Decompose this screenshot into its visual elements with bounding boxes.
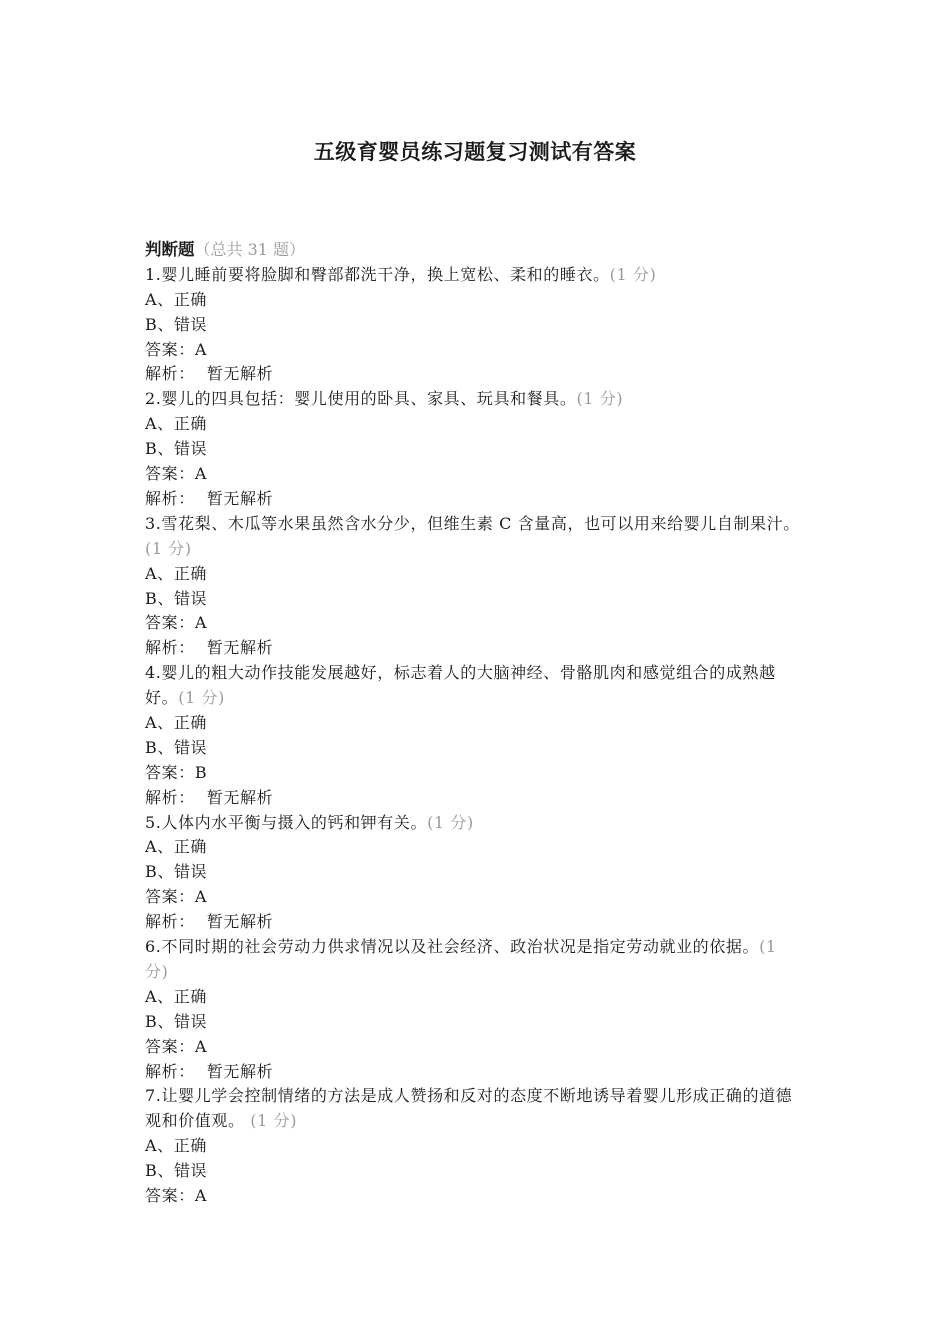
answer-line [145, 761, 805, 786]
section-question-count: （总共 31 题） [194, 240, 306, 259]
option-a: A、正确 [145, 1136, 207, 1156]
answer-value: A [194, 613, 207, 633]
answer-label: 答案： [145, 464, 195, 484]
question-stem [145, 811, 805, 836]
answer-value: A [194, 1186, 207, 1206]
option-b: B、错误 [145, 737, 208, 757]
section-title: 判断题 [145, 240, 195, 259]
question-stem [145, 1084, 805, 1134]
analysis-value: 暂无解析 [206, 488, 274, 508]
option-a: A、正确 [145, 563, 207, 583]
answer-value: A [194, 339, 207, 359]
question-item [145, 263, 805, 387]
analysis-line [145, 487, 805, 512]
question-text: 6.不同时期的社会劳动力供求情况以及社会经济、政治状况是指定劳动就业的依据。 [145, 937, 760, 957]
option-a: A、正确 [145, 414, 207, 434]
question-score: (1 分) [145, 937, 777, 981]
answer-line [145, 462, 805, 487]
analysis-value: 暂无解析 [206, 1061, 274, 1081]
answer-line [145, 1035, 805, 1060]
question-item [145, 811, 805, 935]
section-header [145, 238, 805, 263]
analysis-label: 解析： [145, 912, 195, 932]
option-a: A、正确 [145, 289, 207, 309]
option-a: A、正确 [145, 986, 207, 1006]
analysis-value: 暂无解析 [206, 912, 274, 932]
question-text: 3.雪花梨、木瓜等水果虽然含水分少，但维生素 C 含量高，也可以用来给婴儿自制果汁。 [145, 513, 800, 533]
answer-label: 答案： [145, 887, 195, 907]
answer-value: A [194, 1036, 207, 1056]
answer-value: A [194, 887, 207, 907]
question-text: 2.婴儿的四具包括：婴儿使用的卧具、家具、玩具和餐具。 [145, 389, 577, 409]
analysis-line [145, 910, 805, 935]
question-stem [145, 263, 805, 288]
question-item [145, 935, 805, 1084]
question-stem [145, 935, 805, 985]
analysis-line [145, 636, 805, 661]
analysis-value: 暂无解析 [206, 787, 274, 807]
answer-label: 答案： [145, 762, 195, 782]
question-stem [145, 387, 805, 412]
analysis-label: 解析： [145, 787, 195, 807]
option-a: A、正确 [145, 713, 207, 733]
option-a: A、正确 [145, 837, 207, 857]
question-text: 7.让婴儿学会控制情绪的方法是成人赞扬和反对的态度不断地诱导着婴儿形成正确的道德观和价值观。 [145, 1086, 793, 1131]
question-item [145, 512, 805, 661]
analysis-line [145, 362, 805, 387]
option-b: B、错误 [145, 314, 208, 334]
answer-line [145, 1184, 805, 1209]
analysis-label: 解析： [145, 1061, 195, 1081]
analysis-label: 解析： [145, 488, 195, 508]
analysis-value: 暂无解析 [206, 364, 274, 384]
question-score: (1 分) [609, 264, 657, 284]
option-b: B、错误 [145, 862, 208, 882]
option-b: B、错误 [145, 439, 208, 459]
document-content [145, 238, 805, 1209]
option-b: B、错误 [145, 588, 208, 608]
question-score: (1 分) [250, 1111, 298, 1131]
analysis-line [145, 786, 805, 811]
answer-line [145, 611, 805, 636]
question-score: (1 分) [427, 812, 474, 832]
answer-line [145, 885, 805, 910]
question-text: 1.婴儿睡前要将脸脚和臀部都洗干净，换上宽松、柔和的睡衣。 [145, 264, 610, 284]
analysis-line [145, 1060, 805, 1085]
question-score: (1 分) [178, 688, 225, 708]
answer-label: 答案： [145, 339, 195, 359]
question-item [145, 661, 805, 810]
analysis-value: 暂无解析 [206, 638, 274, 658]
answer-value: A [194, 464, 207, 484]
question-text: 5.人体内水平衡与摄入的钙和钾有关。 [145, 812, 428, 832]
answer-value: B [194, 762, 208, 782]
question-score: (1 分) [145, 538, 192, 558]
analysis-label: 解析： [145, 364, 195, 384]
question-stem [145, 661, 805, 711]
analysis-label: 解析： [145, 638, 195, 658]
question-stem [145, 512, 805, 562]
question-text: 4.婴儿的粗大动作技能发展越好，标志着人的大脑神经、骨骼肌肉和感觉组合的成熟越好。 [145, 663, 776, 708]
answer-label: 答案： [145, 1186, 195, 1206]
document-title: 五级育婴员练习题复习测试有答案 [313, 139, 637, 164]
option-b: B、错误 [145, 1011, 208, 1031]
question-item [145, 1084, 805, 1208]
answer-label: 答案： [145, 1036, 195, 1056]
answer-label: 答案： [145, 613, 195, 633]
option-b: B、错误 [145, 1161, 208, 1181]
question-item [145, 387, 805, 511]
question-score: (1 分) [576, 389, 624, 409]
answer-line [145, 338, 805, 363]
